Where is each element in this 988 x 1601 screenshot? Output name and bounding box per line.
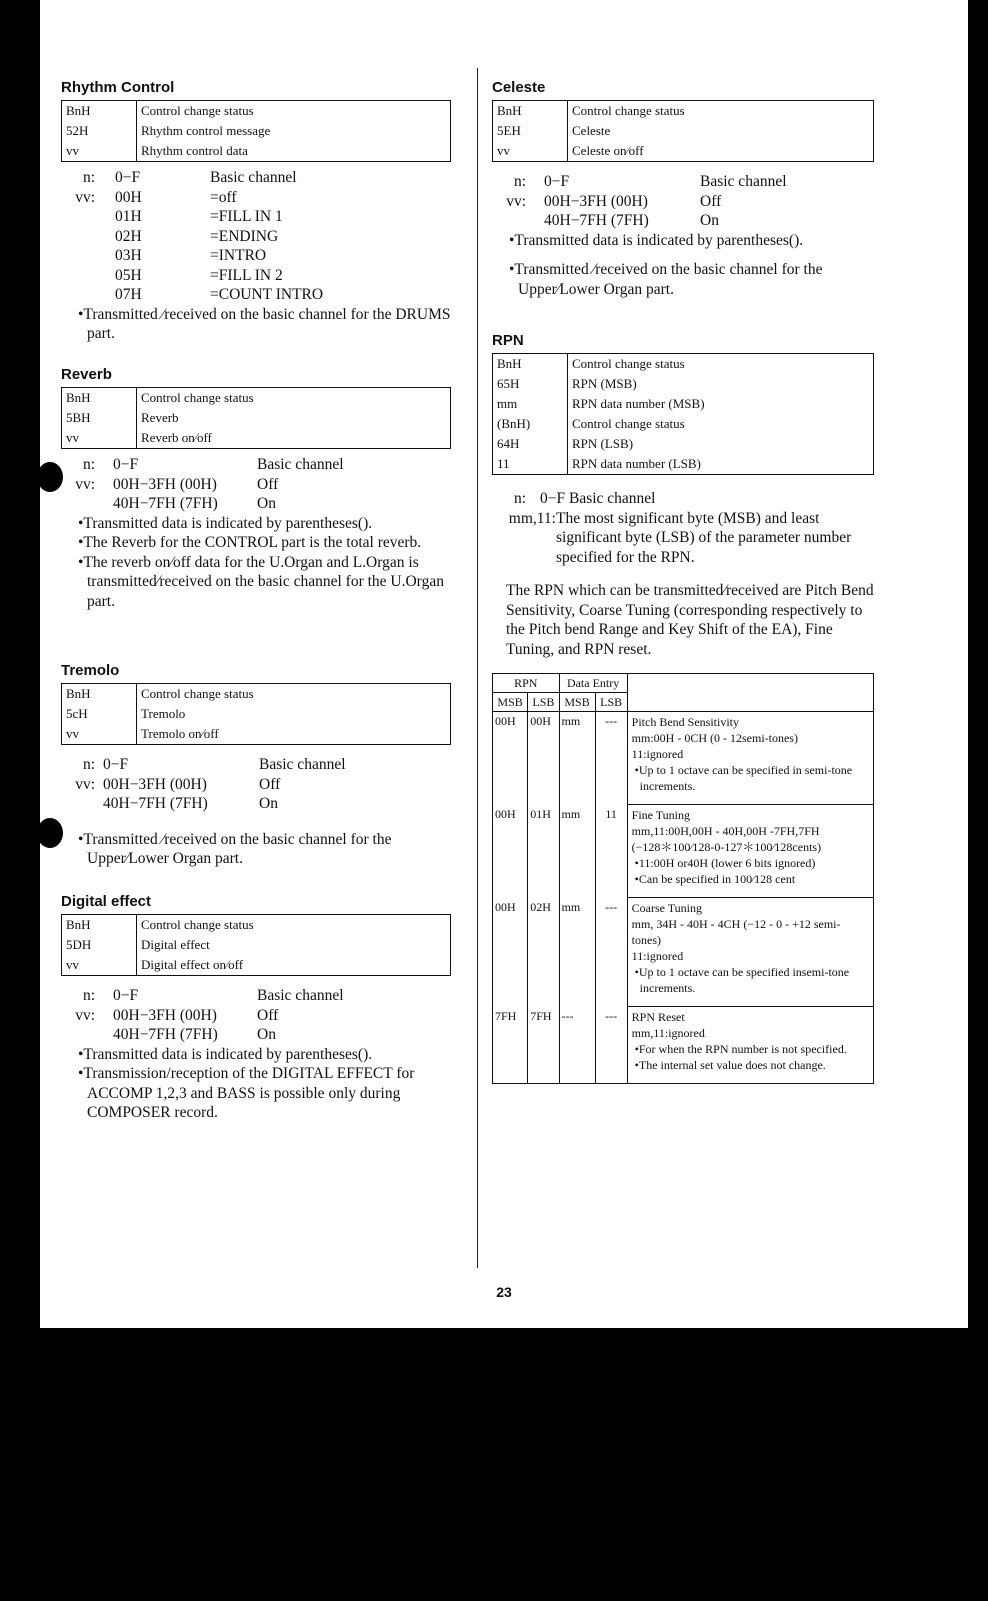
message-row: mm RPN data number (MSB) xyxy=(493,394,874,414)
message-row: BnH Control change status xyxy=(62,101,451,122)
message-row: vv Rhythm control data xyxy=(62,141,451,162)
message-row: vv Reverb on⁄off xyxy=(62,428,451,449)
message-row: 5EH Celeste xyxy=(493,121,874,141)
celeste-message-table xyxy=(492,100,874,162)
message-row: 5BH Reverb xyxy=(62,408,451,428)
message-row: vv Digital effect on⁄off xyxy=(62,955,451,976)
manual-page xyxy=(40,0,968,1328)
reverb-section xyxy=(61,366,451,611)
tremolo-section xyxy=(61,662,451,869)
page-number: 23 xyxy=(496,1284,512,1300)
message-row: 52H Rhythm control message xyxy=(62,121,451,141)
binding-hole-mark xyxy=(37,818,63,848)
reverb-params: n: 0−F Basic channel vv: 00H−3FH (00H) Off 40H−7FH (7FH) On xyxy=(75,456,344,512)
message-row: vv Celeste on⁄off xyxy=(493,141,874,162)
tremolo-params: n: 0−F Basic channel vv: 00H−3FH (00H) Off 40H−7FH (7FH) On xyxy=(75,756,346,812)
rpn-section xyxy=(492,332,874,1084)
table-row: 00H 02H mm --- Coarse Tuning mm, 34H - 40H - 4CH (−12 - 0 - +12 semi-tones) 11:ignored •Up to 1 octave can be specified insemi-tone increments. xyxy=(493,898,874,1007)
tremolo-message-table xyxy=(61,683,451,745)
rpn-table-header: RPN Data Entry xyxy=(493,674,874,693)
rpn-paragraph: The RPN which can be transmitted⁄received are Pitch Bend Sensitivity, Coarse Tuning (corresponding respectively to the Pitch bend Range and Key Shift of the EA), Fine Tuning, and RPN reset. xyxy=(506,582,874,658)
rpn-table-subheader: MSB LSB MSB LSB xyxy=(493,693,874,712)
binding-hole-mark xyxy=(37,462,63,492)
message-row: BnH Control change status xyxy=(493,101,874,122)
reverb-message-table xyxy=(61,387,451,449)
digital-effect-message-table xyxy=(61,914,451,976)
digital-effect-notes: •Transmitted data is indicated by parentheses(). •Transmission/reception of the DIGITAL EFFECT for ACCOMP 1,2,3 and BASS is possible only during COMPOSER record. xyxy=(78,1045,415,1121)
digital-effect-params: n: 0−F Basic channel vv: 00H−3FH (00H) Off 40H−7FH (7FH) On xyxy=(75,987,344,1043)
reverb-notes: •Transmitted data is indicated by parentheses(). •The Reverb for the CONTROL part is the total reverb. •The reverb on⁄off data for the U.Organ and L.Organ is transmitted⁄received on the basic channel for the U.Organ part. xyxy=(78,514,444,610)
celeste-notes: •Transmitted data is indicated by parentheses(). •Transmitted ⁄received on the basic channel for the Upper⁄Lower Organ part. xyxy=(509,231,823,298)
table-row: 7FH 7FH --- --- RPN Reset mm,11:ignored •For when the RPN number is not specified. •The internal set value does not change. xyxy=(493,1007,874,1084)
celeste-section xyxy=(492,79,874,299)
tremolo-title: Tremolo xyxy=(61,662,120,679)
message-row: BnH Control change status xyxy=(62,684,451,705)
digital-effect-title: Digital effect xyxy=(61,893,152,910)
rpn-params: n: 0−F Basic channel mm,11: The most significant byte (MSB) and least significant byte (LSB) of the parameter number specified for the RPN. xyxy=(508,490,852,566)
rhythm-params: n: 0−F Basic channel vv: 00H =off 01H =FILL IN 1 02H =ENDING 03H =INTRO 05H =FILL IN 2 07H =COUNT INTRO xyxy=(75,169,324,303)
message-row: BnH Control change status xyxy=(62,915,451,936)
rhythm-control-message-table xyxy=(61,100,451,162)
column-divider xyxy=(477,68,478,1268)
message-row: 11 RPN data number (LSB) xyxy=(493,454,874,475)
tremolo-note: •Transmitted ⁄received on the basic channel for the Upper⁄Lower Organ part. xyxy=(78,830,392,867)
digital-effect-section xyxy=(61,893,451,1123)
reverb-title: Reverb xyxy=(61,366,112,383)
table-row: 00H 00H mm --- Pitch Bend Sensitivity mm:00H - 0CH (0 - 12semi-tones) 11:ignored •Up to 1 octave can be specified in semi-tone increments. xyxy=(493,712,874,805)
message-row: BnH Control change status xyxy=(493,354,874,375)
rpn-title: RPN xyxy=(492,332,524,349)
message-row: 64H RPN (LSB) xyxy=(493,434,874,454)
rhythm-control-section xyxy=(61,79,451,344)
message-row: (BnH) Control change status xyxy=(493,414,874,434)
message-row: 5cH Tremolo xyxy=(62,704,451,724)
rpn-parameter-table xyxy=(492,673,874,1084)
rhythm-note: •Transmitted ⁄received on the basic channel for the DRUMS part. xyxy=(78,305,451,342)
rpn-message-table xyxy=(492,353,874,475)
message-row: 65H RPN (MSB) xyxy=(493,374,874,394)
message-row: 5DH Digital effect xyxy=(62,935,451,955)
message-row: BnH Control change status xyxy=(62,388,451,409)
rhythm-control-title: Rhythm Control xyxy=(61,79,175,96)
celeste-title: Celeste xyxy=(492,79,546,96)
table-row: 00H 01H mm 11 Fine Tuning mm,11:00H,00H - 40H,00H -7FH,7FH (−128＊100⁄128-0-127＊100⁄128cents) •11:00H or40H (lower 6 bits ignored) •Can be specified in 100⁄128 cent xyxy=(493,805,874,898)
message-row: vv Tremolo on⁄off xyxy=(62,724,451,745)
celeste-params: n: 0−F Basic channel vv: 00H−3FH (00H) Off 40H−7FH (7FH) On xyxy=(506,173,787,229)
